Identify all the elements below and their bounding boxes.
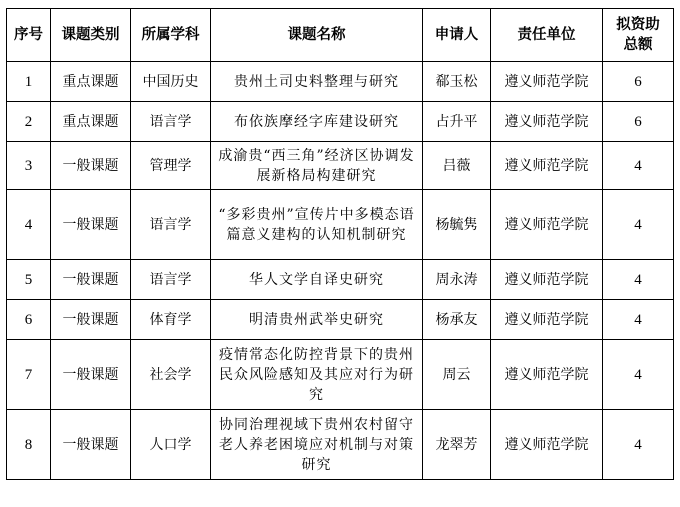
cell-amount: 4 — [603, 300, 674, 340]
cell-applicant: 占升平 — [423, 102, 491, 142]
header-subject: 所属学科 — [131, 9, 211, 62]
cell-category: 一般课题 — [51, 260, 131, 300]
cell-unit: 遵义师范学院 — [491, 142, 603, 190]
cell-unit: 遵义师范学院 — [491, 300, 603, 340]
cell-amount: 4 — [603, 142, 674, 190]
cell-category: 重点课题 — [51, 102, 131, 142]
header-no: 序号 — [7, 9, 51, 62]
cell-subject: 人口学 — [131, 410, 211, 480]
cell-title: 贵州土司史料整理与研究 — [211, 62, 423, 102]
cell-amount: 4 — [603, 410, 674, 480]
cell-no: 5 — [7, 260, 51, 300]
cell-applicant: 周云 — [423, 340, 491, 410]
cell-no: 3 — [7, 142, 51, 190]
cell-amount: 4 — [603, 340, 674, 410]
cell-amount: 6 — [603, 62, 674, 102]
table-row — [7, 102, 674, 142]
header-row — [7, 9, 674, 62]
cell-unit: 遵义师范学院 — [491, 190, 603, 260]
cell-unit: 遵义师范学院 — [491, 260, 603, 300]
table-row — [7, 142, 674, 190]
cell-title: 协同治理视域下贵州农村留守老人养老困境应对机制与对策研究 — [211, 410, 423, 480]
cell-title: 布依族摩经字库建设研究 — [211, 102, 423, 142]
cell-no: 4 — [7, 190, 51, 260]
cell-title: 成渝贵“西三角”经济区协调发展新格局构建研究 — [211, 142, 423, 190]
header-title: 课题名称 — [211, 9, 423, 62]
cell-no: 1 — [7, 62, 51, 102]
table-row — [7, 410, 674, 480]
cell-applicant: 杨毓隽 — [423, 190, 491, 260]
header-category: 课题类别 — [51, 9, 131, 62]
cell-no: 2 — [7, 102, 51, 142]
cell-title: 疫情常态化防控背景下的贵州民众风险感知及其应对行为研究 — [211, 340, 423, 410]
cell-applicant: 周永涛 — [423, 260, 491, 300]
cell-amount: 4 — [603, 190, 674, 260]
header-unit: 责任单位 — [491, 9, 603, 62]
cell-unit: 遵义师范学院 — [491, 340, 603, 410]
table-row — [7, 260, 674, 300]
table-row — [7, 62, 674, 102]
cell-no: 7 — [7, 340, 51, 410]
cell-amount: 6 — [603, 102, 674, 142]
table-row — [7, 340, 674, 410]
cell-subject: 中国历史 — [131, 62, 211, 102]
cell-subject: 语言学 — [131, 102, 211, 142]
cell-title: “多彩贵州”宣传片中多模态语篇意义建构的认知机制研究 — [211, 190, 423, 260]
header-applicant: 申请人 — [423, 9, 491, 62]
cell-subject: 语言学 — [131, 190, 211, 260]
cell-unit: 遵义师范学院 — [491, 62, 603, 102]
cell-category: 一般课题 — [51, 190, 131, 260]
funding-table — [6, 8, 674, 480]
cell-applicant: 龙翠芳 — [423, 410, 491, 480]
cell-subject: 语言学 — [131, 260, 211, 300]
table-row — [7, 300, 674, 340]
cell-subject: 管理学 — [131, 142, 211, 190]
cell-subject: 体育学 — [131, 300, 211, 340]
cell-no: 6 — [7, 300, 51, 340]
cell-title: 华人文学自译史研究 — [211, 260, 423, 300]
cell-no: 8 — [7, 410, 51, 480]
cell-unit: 遵义师范学院 — [491, 102, 603, 142]
cell-category: 一般课题 — [51, 410, 131, 480]
cell-category: 一般课题 — [51, 300, 131, 340]
cell-applicant: 吕薇 — [423, 142, 491, 190]
cell-amount: 4 — [603, 260, 674, 300]
table-row — [7, 190, 674, 260]
cell-applicant: 郗玉松 — [423, 62, 491, 102]
cell-title: 明清贵州武举史研究 — [211, 300, 423, 340]
cell-applicant: 杨承友 — [423, 300, 491, 340]
cell-unit: 遵义师范学院 — [491, 410, 603, 480]
cell-category: 一般课题 — [51, 340, 131, 410]
cell-category: 一般课题 — [51, 142, 131, 190]
header-amount: 拟资助总额 — [603, 9, 674, 62]
cell-category: 重点课题 — [51, 62, 131, 102]
cell-subject: 社会学 — [131, 340, 211, 410]
